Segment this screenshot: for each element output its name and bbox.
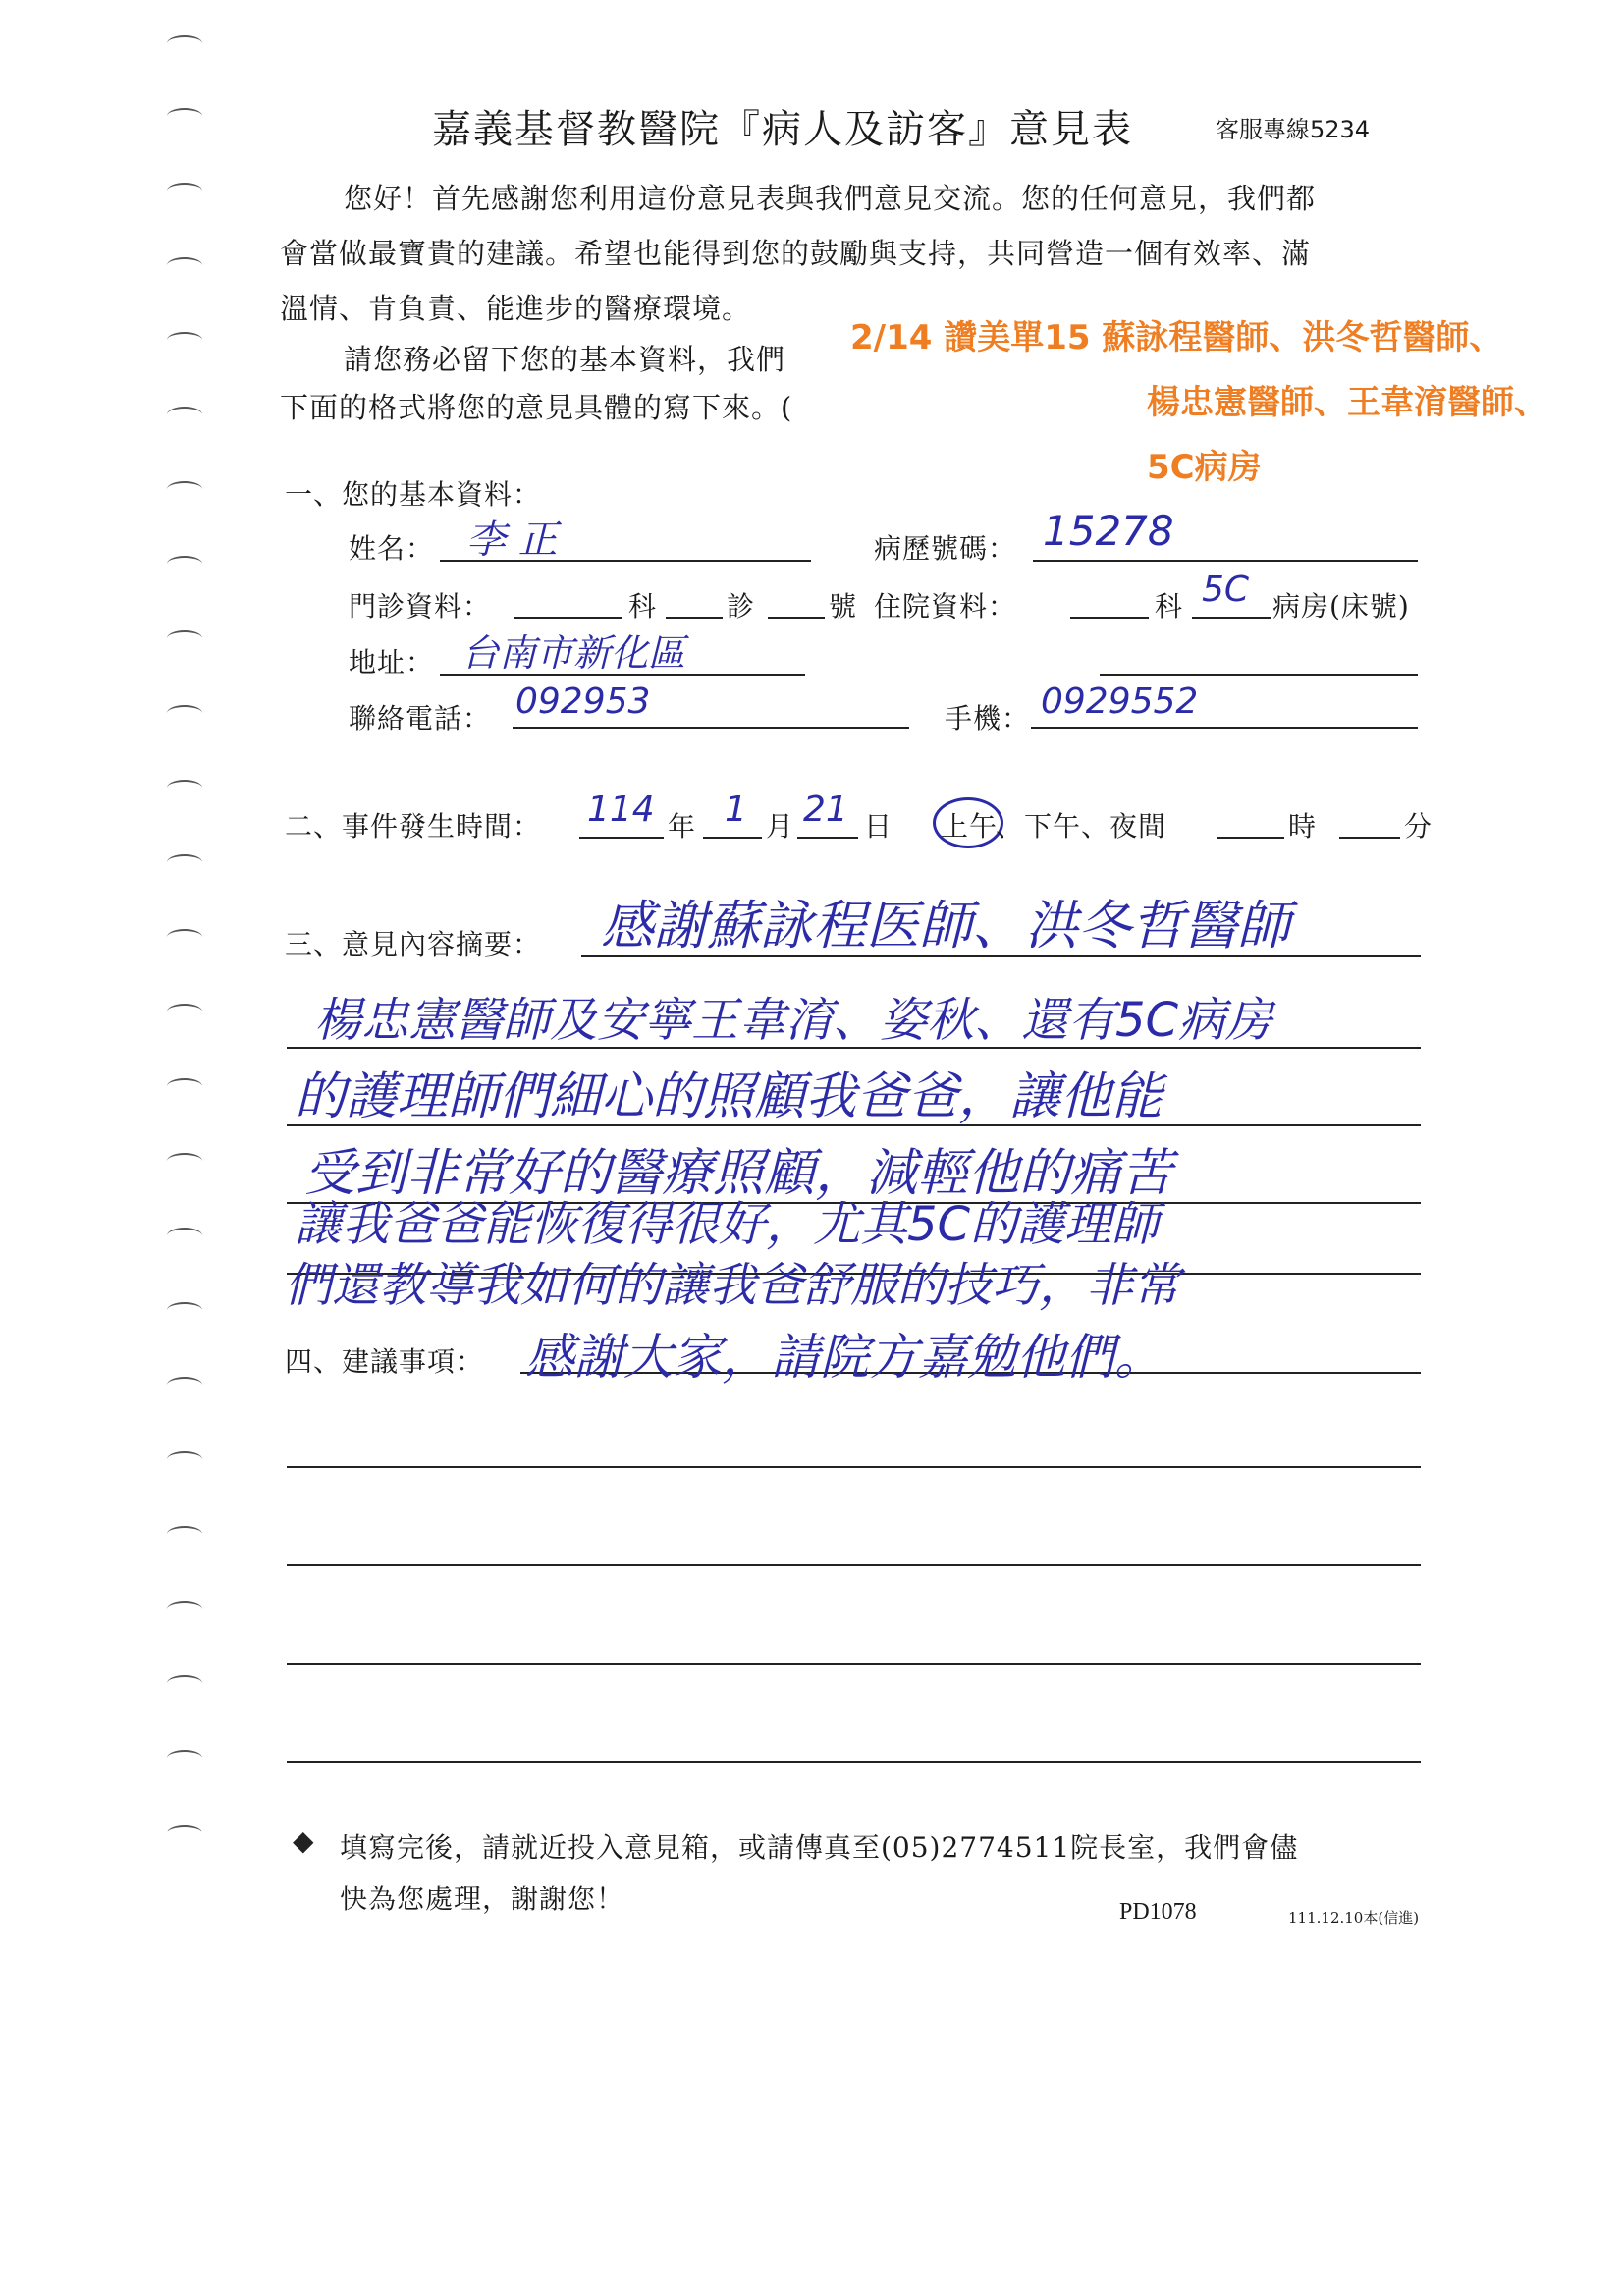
binder-hole [167, 1526, 202, 1542]
year-label: 年 [668, 810, 697, 843]
binder-hole [167, 1302, 202, 1318]
footer-note: 填寫完後，請就近投入意見箱，或請傳真至(05)2774511院長室，我們會儘 [340, 1831, 1299, 1864]
inpatient-label: 住院資料： [874, 590, 1017, 623]
section3-heading: 三、意見內容摘要： [285, 928, 542, 960]
minute-label: 分 [1404, 810, 1434, 843]
am-label: 上午 [941, 810, 999, 843]
section1-heading: 一、您的基本資料： [285, 478, 542, 511]
time-options: 、下午、夜間 [996, 810, 1167, 843]
form-code: PD1078 [1119, 1899, 1197, 1925]
binder-hole [167, 1675, 202, 1691]
binder-hole [167, 1078, 202, 1094]
hour-label: 時 [1288, 810, 1318, 843]
comment-line: 讓我爸爸能恢復得很好，尤其5C的護理師 [295, 1197, 1160, 1252]
section2-heading: 二、事件發生時間： [285, 810, 542, 843]
inpatient-dept-char: 科 [1155, 590, 1184, 623]
diamond-icon: ◆ [293, 1825, 314, 1857]
intro-line: 請您務必留下您的基本資料，我們 [344, 343, 786, 376]
binder-hole [167, 108, 202, 124]
comment-line: 感謝蘇詠程医師、洪冬哲醫師 [601, 895, 1290, 957]
day-value: 21 [803, 790, 848, 830]
intro-line: 溫情、肯負責、能進步的醫療環境。 [280, 292, 752, 325]
binder-hole [167, 630, 202, 646]
binder-hole [167, 780, 202, 795]
month-label: 月 [766, 810, 795, 843]
binder-hole [167, 1601, 202, 1616]
binder-hole [167, 1451, 202, 1467]
binder-hole [167, 1750, 202, 1766]
binder-hole [167, 1377, 202, 1393]
phone-label: 聯絡電話： [349, 702, 492, 735]
comment-line: 的護理師們細心的照顧我爸爸，讓他能 [295, 1067, 1163, 1126]
binder-hole [167, 257, 202, 273]
ward-label: 病房(床號) [1272, 590, 1410, 623]
intro-line: 下面的格式將您的意見具體的寫下來。( [280, 391, 793, 424]
binder-hole [167, 1825, 202, 1840]
binder-hole [167, 407, 202, 422]
binder-hole [167, 332, 202, 348]
binder-hole [167, 1228, 202, 1243]
binder-hole [167, 705, 202, 721]
suggestion-value: 感謝大家，請院方嘉勉他們。 [525, 1329, 1163, 1386]
binder-hole [167, 929, 202, 945]
address-label: 地址： [349, 646, 435, 679]
form-title: 嘉義基督教醫院『病人及訪客』意見表 [432, 107, 1133, 152]
form-version: 111.12.10本(信進) [1288, 1909, 1420, 1927]
name-value: 李 正 [466, 518, 558, 563]
binder-hole [167, 1153, 202, 1169]
outpatient-label: 門診資料： [349, 590, 492, 623]
intro-line: 您好！首先感謝您利用這份意見表與我們意見交流。您的任何意見，我們都 [344, 182, 1317, 215]
hotline: 客服專線5234 [1216, 116, 1371, 143]
binder-hole [167, 481, 202, 497]
year-value: 114 [587, 790, 655, 830]
outpatient-dept-char: 科 [628, 590, 658, 623]
binder-hole [167, 35, 202, 51]
binder-hole [167, 183, 202, 198]
phone-value: 092953 [515, 682, 651, 722]
name-label: 姓名： [349, 532, 435, 565]
mobile-label: 手機： [945, 702, 1031, 735]
outpatient-number-char: 號 [829, 590, 858, 623]
comment-line: 受到非常好的醫療照顧，減輕他的痛苦 [304, 1144, 1173, 1203]
ward-value: 5C [1202, 570, 1250, 610]
footer-note: 快為您處理，謝謝您！ [340, 1883, 625, 1915]
outpatient-clinic-char: 診 [727, 590, 756, 623]
binder-hole [167, 556, 202, 572]
praise-annotation: 2/14 讚美單15 蘇詠程醫師、洪冬哲醫師、 [850, 318, 1503, 357]
month-value: 1 [725, 790, 747, 830]
comment-line: 們還教導我如何的讓我爸舒服的技巧，非常 [285, 1258, 1181, 1313]
chart-number-label: 病歷號碼： [874, 532, 1017, 565]
binder-hole [167, 1004, 202, 1019]
binder-hole [167, 854, 202, 870]
intro-line: 會當做最寶貴的建議。希望也能得到您的鼓勵與支持，共同營造一個有效率、滿 [280, 237, 1312, 270]
section4-heading: 四、建議事項： [285, 1345, 485, 1378]
comment-line: 楊忠憲醫師及安寧王韋淯、姿秋、還有5C病房 [314, 993, 1273, 1048]
chart-number-value: 15278 [1043, 507, 1174, 555]
praise-annotation: 5C病房 [1147, 448, 1262, 487]
day-label: 日 [864, 810, 893, 843]
mobile-value: 0929552 [1041, 682, 1199, 722]
address-value: 台南市新化區 [461, 631, 686, 675]
praise-annotation: 楊忠憲醫師、王韋淯醫師、 [1147, 383, 1547, 422]
